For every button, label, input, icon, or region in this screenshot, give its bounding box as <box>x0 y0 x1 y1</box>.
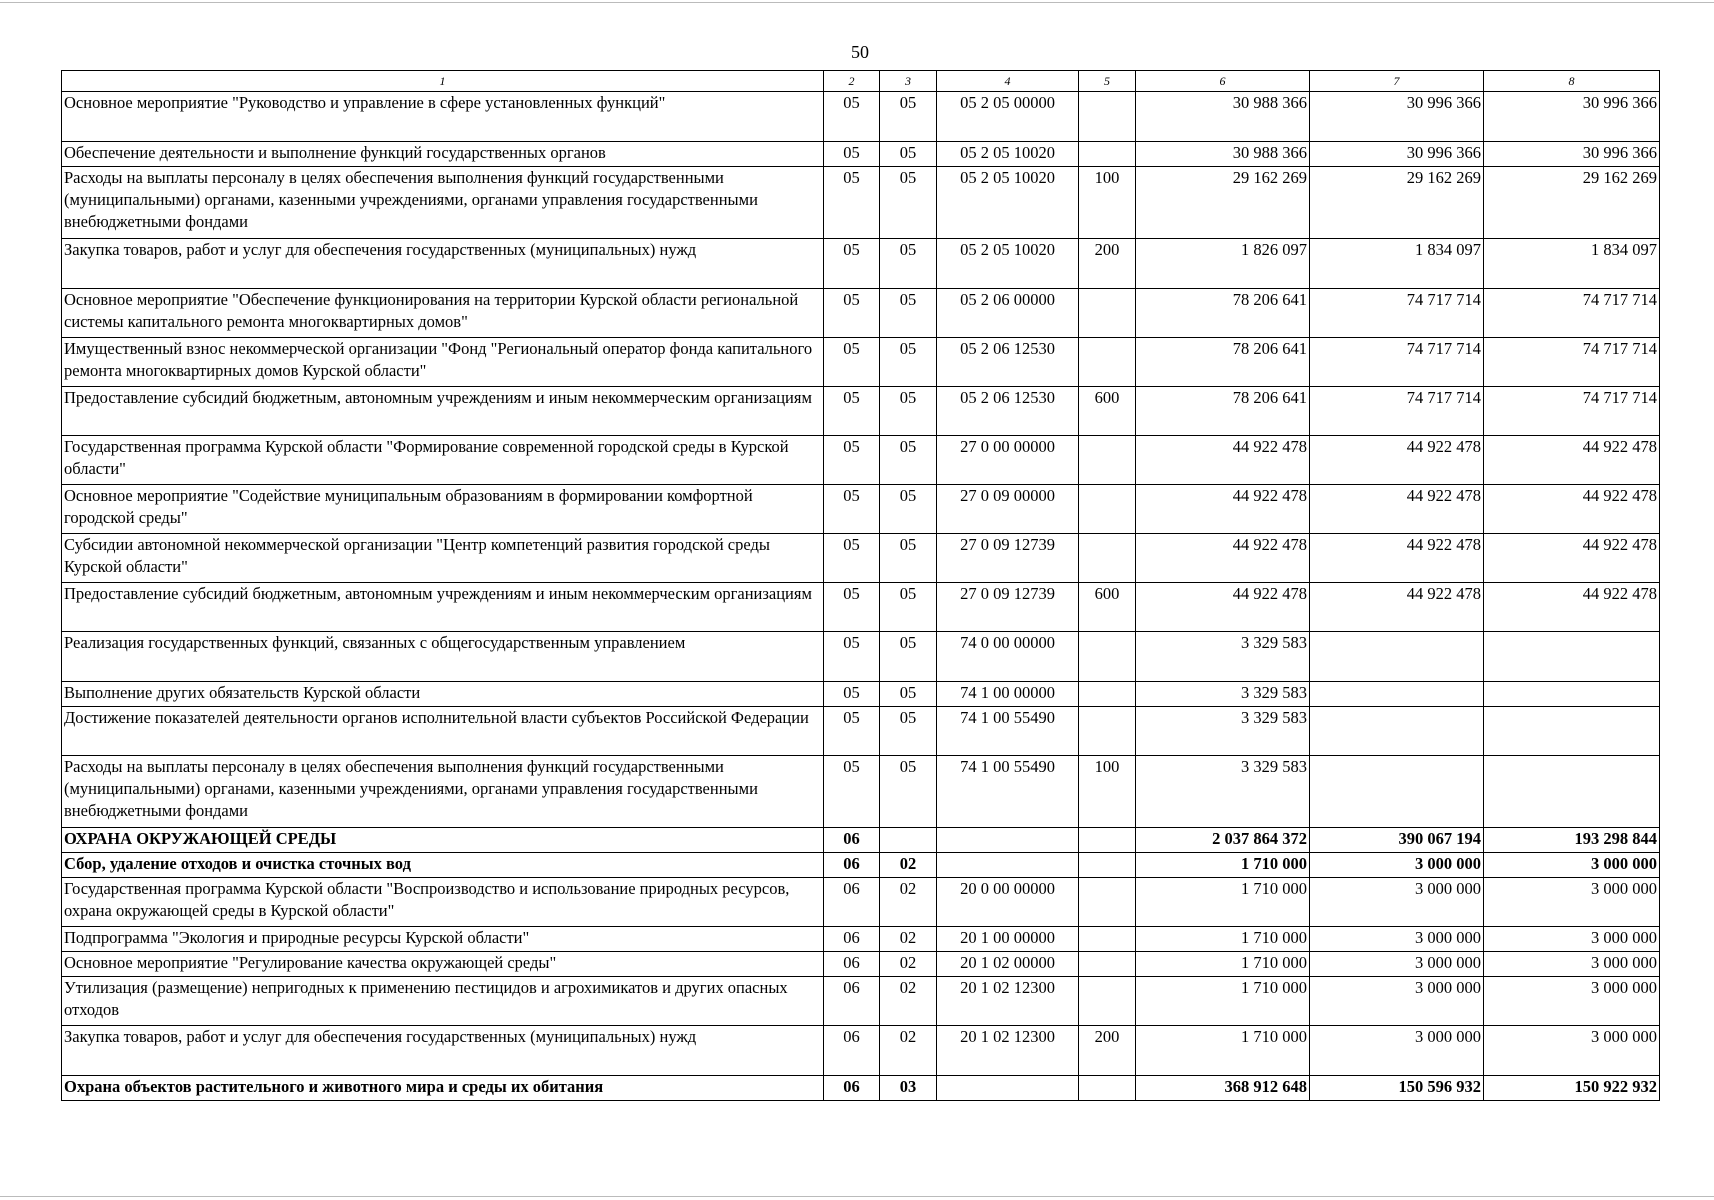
amount-col6-cell: 44 922 478 <box>1136 583 1310 632</box>
target-article-cell: 05 2 05 10020 <box>937 142 1079 167</box>
amount-col6-cell: 78 206 641 <box>1136 387 1310 436</box>
amount-col6-cell: 1 710 000 <box>1136 927 1310 952</box>
amount-col7-cell <box>1310 632 1484 682</box>
row-name-cell: Достижение показателей деятельности органов исполнительной власти субъектов Российской Федерации <box>62 707 824 756</box>
subsection-code-cell: 05 <box>880 436 937 485</box>
subsection-code-cell: 05 <box>880 239 937 289</box>
top-edge-line <box>0 2 1714 3</box>
section-code-cell: 05 <box>824 583 880 632</box>
section-code-cell: 05 <box>824 92 880 142</box>
subsection-code-cell: 05 <box>880 632 937 682</box>
subsection-code-cell: 02 <box>880 952 937 977</box>
column-header: 1 <box>62 71 824 92</box>
amount-col6-cell: 1 710 000 <box>1136 977 1310 1026</box>
amount-col7-cell: 3 000 000 <box>1310 927 1484 952</box>
subsection-code-cell: 02 <box>880 927 937 952</box>
column-header: 5 <box>1079 71 1136 92</box>
subsection-code-cell: 05 <box>880 485 937 534</box>
expense-type-cell <box>1079 289 1136 338</box>
page-number: 50 <box>851 42 869 62</box>
section-code-cell: 05 <box>824 338 880 387</box>
target-article-cell: 20 1 02 12300 <box>937 1026 1079 1076</box>
column-header: 6 <box>1136 71 1310 92</box>
subsection-code-cell: 05 <box>880 534 937 583</box>
table-row <box>62 632 1660 682</box>
section-code-cell: 05 <box>824 436 880 485</box>
expense-type-cell: 200 <box>1079 239 1136 289</box>
column-header: 7 <box>1310 71 1484 92</box>
amount-col6-cell: 44 922 478 <box>1136 534 1310 583</box>
amount-col8-cell: 1 834 097 <box>1484 239 1660 289</box>
target-article-cell: 74 1 00 00000 <box>937 682 1079 707</box>
amount-col6-cell: 1 710 000 <box>1136 1026 1310 1076</box>
row-name-cell: Основное мероприятие "Обеспечение функционирования на территории Курской области региональной системы капитального ремонта многоквартирных домов" <box>62 289 824 338</box>
amount-col6-cell: 30 988 366 <box>1136 142 1310 167</box>
target-article-cell: 05 2 06 12530 <box>937 387 1079 436</box>
table-row <box>62 977 1660 1026</box>
amount-col6-cell: 1 826 097 <box>1136 239 1310 289</box>
expense-type-cell <box>1079 485 1136 534</box>
section-code-cell: 06 <box>824 853 880 878</box>
row-name-cell: Государственная программа Курской области "Воспроизводство и использование природных ресурсов, охрана окружающей среды в Курской области" <box>62 878 824 927</box>
amount-col7-cell: 44 922 478 <box>1310 485 1484 534</box>
expense-type-cell <box>1079 632 1136 682</box>
amount-col6-cell: 29 162 269 <box>1136 167 1310 239</box>
amount-col7-cell <box>1310 756 1484 828</box>
amount-col7-cell: 30 996 366 <box>1310 92 1484 142</box>
table-row <box>62 1076 1660 1101</box>
amount-col8-cell: 30 996 366 <box>1484 142 1660 167</box>
target-article-cell: 05 2 05 10020 <box>937 167 1079 239</box>
row-name-cell: Реализация государственных функций, связанных с общегосударственным управлением <box>62 632 824 682</box>
amount-col7-cell: 1 834 097 <box>1310 239 1484 289</box>
target-article-cell <box>937 853 1079 878</box>
amount-col8-cell: 74 717 714 <box>1484 387 1660 436</box>
amount-col8-cell: 44 922 478 <box>1484 436 1660 485</box>
amount-col7-cell: 3 000 000 <box>1310 1026 1484 1076</box>
table-row <box>62 828 1660 853</box>
section-code-cell: 05 <box>824 387 880 436</box>
amount-col7-cell: 74 717 714 <box>1310 289 1484 338</box>
subsection-code-cell: 05 <box>880 92 937 142</box>
amount-col6-cell: 3 329 583 <box>1136 756 1310 828</box>
amount-col7-cell: 3 000 000 <box>1310 878 1484 927</box>
subsection-code-cell: 02 <box>880 1026 937 1076</box>
bottom-edge-line <box>0 1196 1714 1197</box>
amount-col8-cell: 74 717 714 <box>1484 338 1660 387</box>
row-name-cell: Сбор, удаление отходов и очистка сточных вод <box>62 853 824 878</box>
column-header: 4 <box>937 71 1079 92</box>
section-code-cell: 06 <box>824 1076 880 1101</box>
expense-type-cell <box>1079 853 1136 878</box>
target-article-cell: 27 0 09 12739 <box>937 583 1079 632</box>
subsection-code-cell: 02 <box>880 853 937 878</box>
table-row <box>62 167 1660 239</box>
target-article-cell: 05 2 06 12530 <box>937 338 1079 387</box>
table-row <box>62 289 1660 338</box>
amount-col7-cell: 390 067 194 <box>1310 828 1484 853</box>
target-article-cell: 74 1 00 55490 <box>937 756 1079 828</box>
expense-type-cell <box>1079 927 1136 952</box>
subsection-code-cell: 05 <box>880 387 937 436</box>
amount-col8-cell: 29 162 269 <box>1484 167 1660 239</box>
row-name-cell: Утилизация (размещение) непригодных к применению пестицидов и агрохимикатов и других опасных отходов <box>62 977 824 1026</box>
row-name-cell: Обеспечение деятельности и выполнение функций государственных органов <box>62 142 824 167</box>
row-name-cell: Выполнение других обязательств Курской области <box>62 682 824 707</box>
expense-type-cell <box>1079 534 1136 583</box>
table-body <box>62 92 1660 1101</box>
table-row <box>62 756 1660 828</box>
section-code-cell: 06 <box>824 952 880 977</box>
table-row <box>62 927 1660 952</box>
row-name-cell: Предоставление субсидий бюджетным, автономным учреждениям и иным некоммерческим организациям <box>62 583 824 632</box>
amount-col6-cell: 44 922 478 <box>1136 436 1310 485</box>
target-article-cell <box>937 828 1079 853</box>
table-row <box>62 534 1660 583</box>
row-name-cell: Основное мероприятие "Содействие муниципальным образованиям в формировании комфортной городской среды" <box>62 485 824 534</box>
amount-col8-cell: 44 922 478 <box>1484 583 1660 632</box>
amount-col6-cell: 78 206 641 <box>1136 289 1310 338</box>
subsection-code-cell: 05 <box>880 167 937 239</box>
expense-type-cell <box>1079 878 1136 927</box>
section-code-cell: 05 <box>824 167 880 239</box>
subsection-code-cell: 02 <box>880 977 937 1026</box>
target-article-cell: 05 2 05 00000 <box>937 92 1079 142</box>
table-row <box>62 338 1660 387</box>
expense-type-cell <box>1079 1076 1136 1101</box>
amount-col8-cell: 3 000 000 <box>1484 977 1660 1026</box>
table-row <box>62 682 1660 707</box>
column-header: 3 <box>880 71 937 92</box>
expense-type-cell <box>1079 142 1136 167</box>
row-name-cell: Закупка товаров, работ и услуг для обеспечения государственных (муниципальных) нужд <box>62 1026 824 1076</box>
row-name-cell: Государственная программа Курской области "Формирование современной городской среды в Курской области" <box>62 436 824 485</box>
row-name-cell: Расходы на выплаты персоналу в целях обеспечения выполнения функций государственными (муниципальными) органами, казенными учреждениями, органами управления государственными внебюджетными фондами <box>62 167 824 239</box>
expense-type-cell <box>1079 436 1136 485</box>
subsection-code-cell: 05 <box>880 756 937 828</box>
amount-col7-cell: 74 717 714 <box>1310 338 1484 387</box>
table-row <box>62 707 1660 756</box>
row-name-cell: Охрана объектов растительного и животного мира и среды их обитания <box>62 1076 824 1101</box>
expense-type-cell <box>1079 707 1136 756</box>
expense-type-cell <box>1079 92 1136 142</box>
row-name-cell: Расходы на выплаты персоналу в целях обеспечения выполнения функций государственными (муниципальными) органами, казенными учреждениями, органами управления государственными внебюджетными фондами <box>62 756 824 828</box>
table-row <box>62 436 1660 485</box>
section-code-cell: 05 <box>824 756 880 828</box>
target-article-cell: 05 2 06 00000 <box>937 289 1079 338</box>
section-code-cell: 06 <box>824 878 880 927</box>
amount-col8-cell: 44 922 478 <box>1484 534 1660 583</box>
table-row <box>62 485 1660 534</box>
amount-col6-cell: 1 710 000 <box>1136 952 1310 977</box>
expense-type-cell <box>1079 952 1136 977</box>
amount-col7-cell <box>1310 707 1484 756</box>
amount-col8-cell: 150 922 932 <box>1484 1076 1660 1101</box>
target-article-cell: 20 1 02 12300 <box>937 977 1079 1026</box>
table-row <box>62 952 1660 977</box>
amount-col8-cell: 3 000 000 <box>1484 853 1660 878</box>
amount-col6-cell: 1 710 000 <box>1136 853 1310 878</box>
expense-type-cell: 600 <box>1079 583 1136 632</box>
table-row <box>62 853 1660 878</box>
amount-col7-cell: 44 922 478 <box>1310 583 1484 632</box>
section-code-cell: 05 <box>824 485 880 534</box>
amount-col7-cell: 44 922 478 <box>1310 436 1484 485</box>
amount-col7-cell: 3 000 000 <box>1310 952 1484 977</box>
amount-col6-cell: 3 329 583 <box>1136 682 1310 707</box>
expense-type-cell: 600 <box>1079 387 1136 436</box>
amount-col8-cell <box>1484 756 1660 828</box>
amount-col8-cell: 74 717 714 <box>1484 289 1660 338</box>
section-code-cell: 05 <box>824 142 880 167</box>
expense-type-cell: 100 <box>1079 756 1136 828</box>
target-article-cell: 27 0 09 00000 <box>937 485 1079 534</box>
amount-col8-cell: 3 000 000 <box>1484 952 1660 977</box>
row-name-cell: Основное мероприятие "Руководство и управление в сфере установленных функций" <box>62 92 824 142</box>
amount-col6-cell: 1 710 000 <box>1136 878 1310 927</box>
amount-col7-cell: 150 596 932 <box>1310 1076 1484 1101</box>
table-row <box>62 92 1660 142</box>
section-code-cell: 06 <box>824 927 880 952</box>
table-row <box>62 387 1660 436</box>
column-header: 8 <box>1484 71 1660 92</box>
amount-col6-cell: 3 329 583 <box>1136 632 1310 682</box>
expense-type-cell <box>1079 828 1136 853</box>
expense-type-cell: 200 <box>1079 1026 1136 1076</box>
amount-col7-cell: 29 162 269 <box>1310 167 1484 239</box>
target-article-cell <box>937 1076 1079 1101</box>
amount-col8-cell: 3 000 000 <box>1484 878 1660 927</box>
amount-col8-cell: 44 922 478 <box>1484 485 1660 534</box>
amount-col8-cell: 193 298 844 <box>1484 828 1660 853</box>
amount-col6-cell: 368 912 648 <box>1136 1076 1310 1101</box>
section-code-cell: 06 <box>824 1026 880 1076</box>
amount-col7-cell <box>1310 682 1484 707</box>
section-code-cell: 05 <box>824 239 880 289</box>
subsection-code-cell: 05 <box>880 142 937 167</box>
expense-type-cell: 100 <box>1079 167 1136 239</box>
subsection-code-cell: 05 <box>880 583 937 632</box>
amount-col6-cell: 2 037 864 372 <box>1136 828 1310 853</box>
amount-col7-cell: 44 922 478 <box>1310 534 1484 583</box>
table-row <box>62 142 1660 167</box>
column-header: 2 <box>824 71 880 92</box>
amount-col6-cell: 44 922 478 <box>1136 485 1310 534</box>
target-article-cell: 20 1 00 00000 <box>937 927 1079 952</box>
target-article-cell: 27 0 00 00000 <box>937 436 1079 485</box>
amount-col6-cell: 3 329 583 <box>1136 707 1310 756</box>
table-row <box>62 583 1660 632</box>
target-article-cell: 74 1 00 55490 <box>937 707 1079 756</box>
section-code-cell: 05 <box>824 289 880 338</box>
section-code-cell: 05 <box>824 707 880 756</box>
section-code-cell: 05 <box>824 632 880 682</box>
section-code-cell: 06 <box>824 977 880 1026</box>
subsection-code-cell: 05 <box>880 707 937 756</box>
amount-col8-cell <box>1484 632 1660 682</box>
subsection-code-cell <box>880 828 937 853</box>
row-name-cell: Закупка товаров, работ и услуг для обеспечения государственных (муниципальных) нужд <box>62 239 824 289</box>
expense-type-cell <box>1079 338 1136 387</box>
subsection-code-cell: 05 <box>880 338 937 387</box>
section-code-cell: 05 <box>824 682 880 707</box>
column-number-row <box>62 71 1660 92</box>
amount-col8-cell: 3 000 000 <box>1484 1026 1660 1076</box>
amount-col7-cell: 30 996 366 <box>1310 142 1484 167</box>
target-article-cell: 20 1 02 00000 <box>937 952 1079 977</box>
amount-col8-cell <box>1484 682 1660 707</box>
row-name-cell: Имущественный взнос некоммерческой организации "Фонд "Региональный оператор фонда капитального ремонта многоквартирных домов Курской области" <box>62 338 824 387</box>
amount-col8-cell <box>1484 707 1660 756</box>
row-name-cell: ОХРАНА ОКРУЖАЮЩЕЙ СРЕДЫ <box>62 828 824 853</box>
subsection-code-cell: 03 <box>880 1076 937 1101</box>
amount-col7-cell: 74 717 714 <box>1310 387 1484 436</box>
amount-col8-cell: 30 996 366 <box>1484 92 1660 142</box>
amount-col6-cell: 30 988 366 <box>1136 92 1310 142</box>
table-row <box>62 1026 1660 1076</box>
amount-col8-cell: 3 000 000 <box>1484 927 1660 952</box>
row-name-cell: Основное мероприятие "Регулирование качества окружающей среды" <box>62 952 824 977</box>
amount-col7-cell: 3 000 000 <box>1310 853 1484 878</box>
section-code-cell: 05 <box>824 534 880 583</box>
subsection-code-cell: 02 <box>880 878 937 927</box>
table-row <box>62 878 1660 927</box>
row-name-cell: Субсидии автономной некоммерческой организации "Центр компетенций развития городской среды Курской области" <box>62 534 824 583</box>
row-name-cell: Подпрограмма "Экология и природные ресурсы Курской области" <box>62 927 824 952</box>
target-article-cell: 05 2 05 10020 <box>937 239 1079 289</box>
target-article-cell: 74 0 00 00000 <box>937 632 1079 682</box>
budget-table <box>61 70 1660 1101</box>
amount-col7-cell: 3 000 000 <box>1310 977 1484 1026</box>
subsection-code-cell: 05 <box>880 682 937 707</box>
section-code-cell: 06 <box>824 828 880 853</box>
target-article-cell: 20 0 00 00000 <box>937 878 1079 927</box>
target-article-cell: 27 0 09 12739 <box>937 534 1079 583</box>
expense-type-cell <box>1079 977 1136 1026</box>
expense-type-cell <box>1079 682 1136 707</box>
table-row <box>62 239 1660 289</box>
amount-col6-cell: 78 206 641 <box>1136 338 1310 387</box>
subsection-code-cell: 05 <box>880 289 937 338</box>
row-name-cell: Предоставление субсидий бюджетным, автономным учреждениям и иным некоммерческим организациям <box>62 387 824 436</box>
